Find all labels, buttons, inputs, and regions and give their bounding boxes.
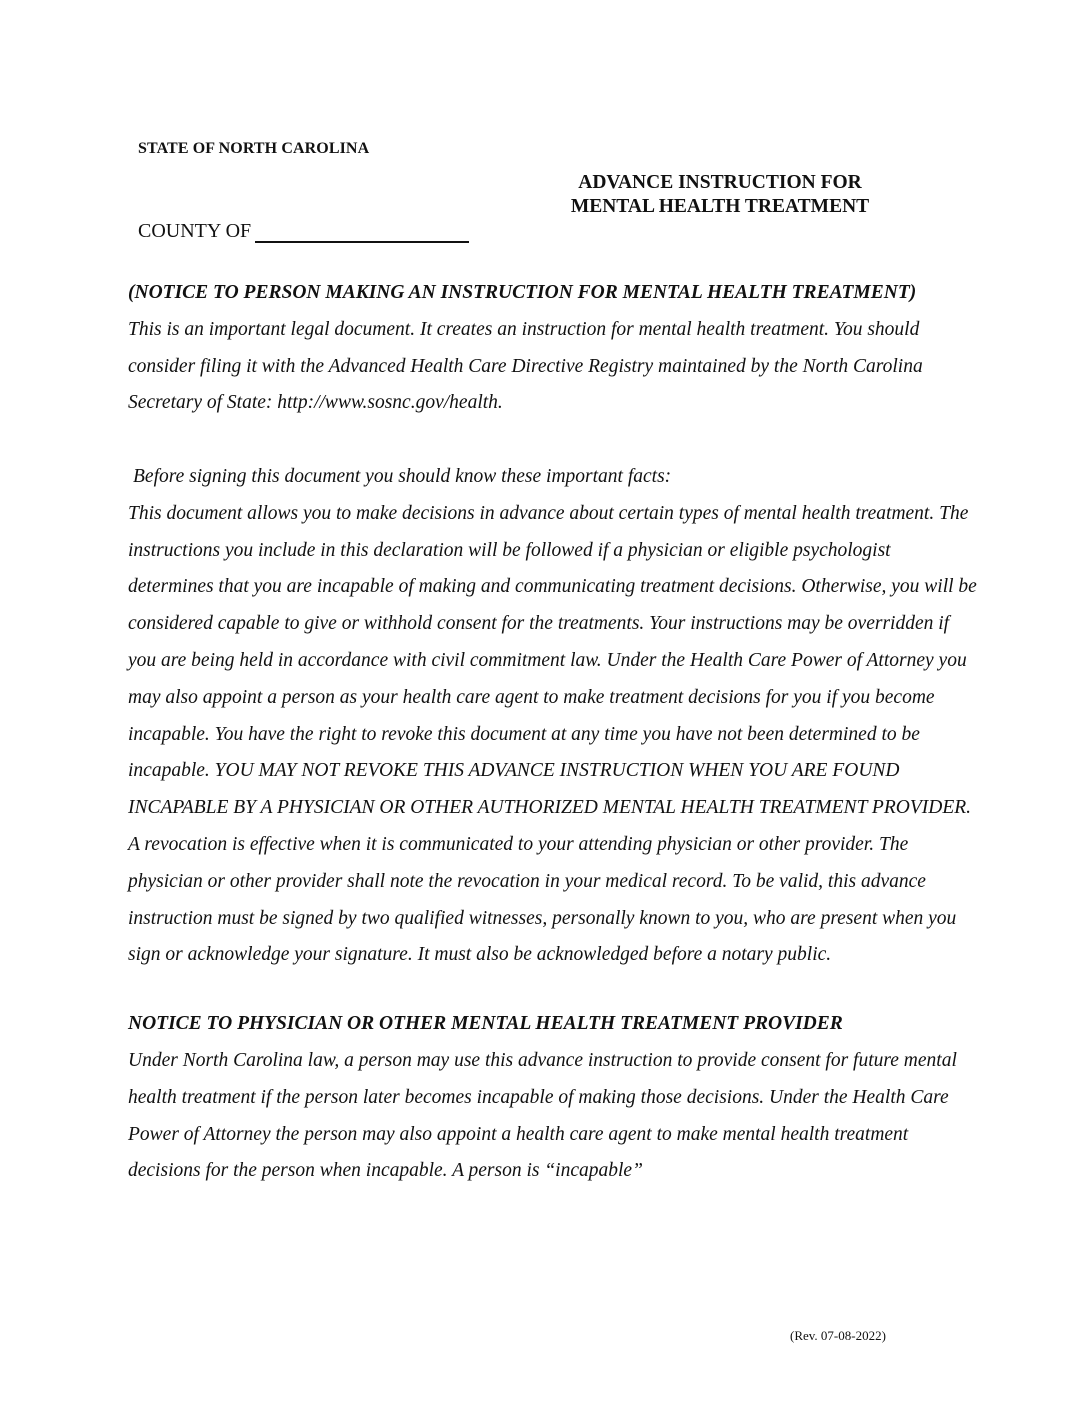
facts-intro: Before signing this document you should know these important facts: (133, 465, 672, 487)
notice-person-heading: (NOTICE TO PERSON MAKING AN INSTRUCTION FOR MENTAL HEALTH TREATMENT) (128, 282, 917, 303)
notice-physician-para: Under North Carolina law, a person may use this advance instruction to provide consent for future mental health treatment if the person later becomes incapable of making those decisions. Under the Health Care Power of Attorney the person may also appoint a health care agent to make mental health treatment decisions for the person when incapable. A person is “incapable” (128, 1049, 957, 1182)
county-field (138, 219, 469, 243)
paragraph-gap (128, 974, 978, 1006)
county-blank-line[interactable] (255, 219, 469, 243)
document-body (128, 275, 978, 1190)
county-label: COUNTY OF (138, 220, 252, 242)
notice-person-para2: This document allows you to make decisions in advance about certain types of mental health treatment. The instructions you include in this declaration will be followed if a physician or eligible psychologist determines that you are incapable of making and communicating treatment decisions. Otherwise, you will be considered capable to give or withhold consent for the treatments. Your instructions may be overridden if you are being held in accordance with civil commitment law. Under the Health Care Power of Attorney you may also appoint a person as your health care agent to make treatment decisions for you if you become incapable. You have the right to revoke this document at any time you have not been determined to be incapable. YOU MAY NOT REVOKE THIS ADVANCE INSTRUCTION WHEN YOU ARE FOUND INCAPABLE BY A PHYSICIAN OR OTHER AUTHORIZED MENTAL HEALTH TREATMENT PROVIDER. A revocation is effective when it is communicated to your attending physician or other provider. The physician or other provider shall note the revocation in your medical record. To be valid, this advance instruction must be signed by two qualified witnesses, personally known to you, who are present when you sign or acknowledge your signature. It must also be acknowledged before a notary public. (128, 502, 977, 966)
notice-person-para1: This is an important legal document. It creates an instruction for mental health treatment. You should consider filing it with the Advanced Health Care Directive Registry maintained by the North Carolina Secretary of State: http://www.sosnc.gov/health. (128, 318, 923, 414)
revision-date: (Rev. 07-08-2022) (790, 1328, 886, 1343)
document-title-line1: ADVANCE INSTRUCTION FOR (578, 172, 862, 193)
document-title (520, 171, 920, 219)
state-heading: STATE OF NORTH CAROLINA (138, 140, 370, 157)
notice-physician-heading: NOTICE TO PHYSICIAN OR OTHER MENTAL HEALTH TREATMENT PROVIDER (128, 1013, 843, 1035)
paragraph-gap (128, 422, 978, 459)
document-title-line2: MENTAL HEALTH TREATMENT (570, 196, 870, 217)
